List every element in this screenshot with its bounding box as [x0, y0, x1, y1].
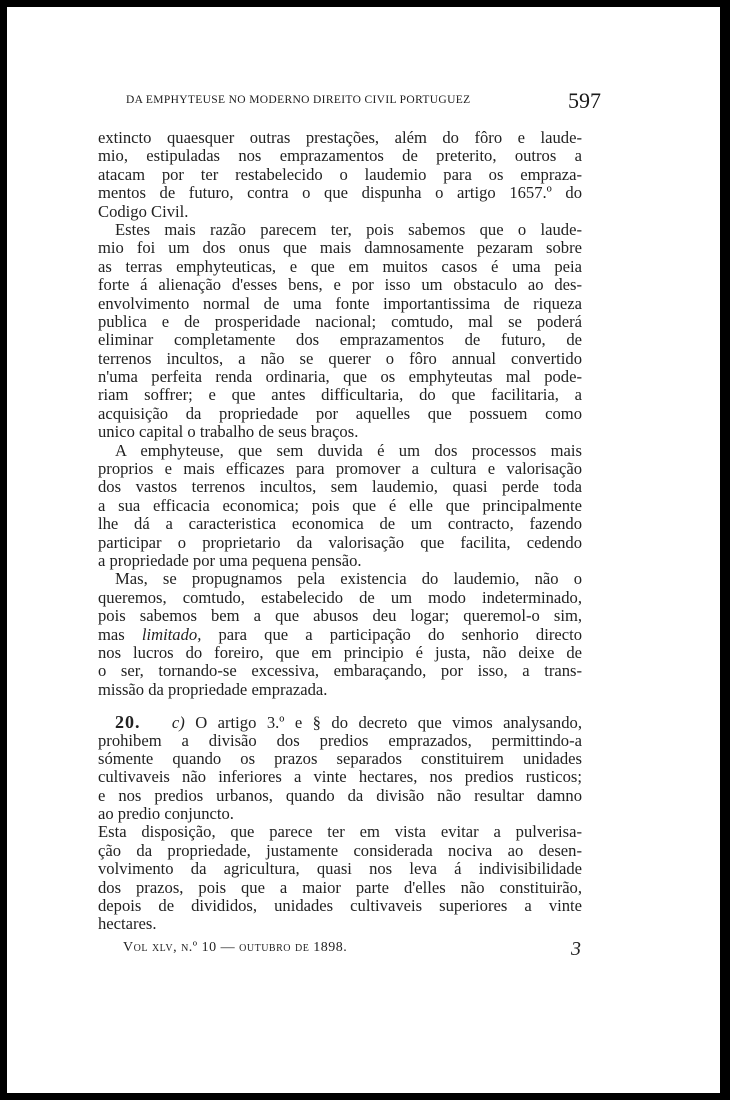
paragraph-1: [98, 129, 582, 221]
paragraph-2: [98, 221, 582, 442]
section-letter: c): [171, 713, 185, 732]
text-line: participar o proprietario da valorisação que facilita, cedendo: [98, 533, 582, 552]
section-number: 20.: [115, 713, 141, 732]
volume-line: Vol xlv, n.º 10 — outubro de 1898.: [123, 940, 348, 955]
text-line: ao predio conjuncto.: [98, 805, 234, 824]
text-line: atacam por ter restabelecido o laudemio para os empraza-: [98, 165, 582, 184]
text-line: extincto quaesquer outras prestações, além do fôro e laude-: [98, 129, 582, 147]
text-line: terrenos incultos, a não se querer o fôro annual convertido: [98, 349, 582, 368]
text-line: o ser, tornando-se excessiva, embaraçando, por isso, a trans-: [98, 662, 582, 681]
text-line: ção da propriedade, justamente considerada nociva ao desen-: [98, 841, 582, 860]
text-line: n'uma perfeita renda ordinaria, que os emphyteutas mal pode-: [98, 368, 582, 387]
text-line: volvimento da agricultura, quasi nos leva á indivisibilidade: [98, 860, 582, 879]
text-line: lhe dá a caracteristica economica de um contracto, fazendo: [98, 515, 582, 534]
text-line: pois sabemos bem a que abusos deu logar; queremol-o sim,: [98, 607, 582, 626]
text-line: mio, estipuladas nos emprazamentos de preterito, outros a: [98, 147, 582, 166]
paragraph-4: [98, 570, 582, 699]
section-20: [98, 713, 582, 823]
text-line: proprios e mais efficazes para promover a cultura e valorisação: [98, 460, 582, 479]
text-line: prohibem a divisão dos predios emprazados, permittindo-a: [98, 731, 582, 750]
text-line: forte á alienação d'esses bens, e por isso um obstaculo ao des-: [98, 276, 582, 295]
text-line: nos lucros do foreiro, que em principio é justa, não deixe de: [98, 643, 582, 662]
text-line: acquisição da propriedade por aquelles que possuem como: [98, 404, 582, 423]
text-line: queremos, comtudo, estabelecido de um modo indeterminado,: [98, 588, 582, 607]
page: [7, 7, 720, 1093]
paragraph-6: [98, 823, 582, 933]
text-line: as terras emphyteuticas, e que em muitos casos é uma peia: [98, 257, 582, 276]
text-line: A emphyteuse, que sem duvida é um dos processos mais: [115, 441, 582, 460]
text-line: riam soffrer; e que antes difficultaria, do que facilitaria, a: [98, 386, 582, 405]
text-line: sómente quando os prazos separados constituirem unidades: [98, 749, 582, 768]
text-line: hectares.: [98, 915, 157, 934]
text-line: e nos predios urbanos, quando da divisão não resultar damno: [98, 786, 582, 805]
text-line: unico capital o trabalho de seus braços.: [98, 423, 359, 442]
section-heading-line: 20. c) O artigo 3.º e § do decreto que vimos analysando,: [115, 713, 582, 732]
text-line: a propriedade por uma pequena pensão.: [98, 551, 362, 570]
running-header: [126, 88, 601, 113]
text-line: mio foi um dos onus que mais damnosamente pezaram sobre: [98, 239, 582, 258]
paragraph-3: [98, 442, 582, 571]
text-line: Codigo Civil.: [98, 202, 189, 221]
text-line: depois de divididos, unidades cultivaveis superiores a vinte: [98, 897, 582, 916]
page-number: 597: [568, 88, 601, 113]
text-line: envolvimento normal de uma fonte importantissima de riqueza: [98, 294, 582, 313]
text-line: eliminar completamente dos emprazamentos de futuro, de: [98, 331, 582, 350]
text-line: dos prazos, pois que a maior parte d'elles não constituirão,: [98, 878, 582, 897]
running-title: DA EMPHYTEUSE NO MODERNO DIREITO CIVIL PORTUGUEZ: [126, 94, 471, 106]
text-line: mentos de futuro, contra o que dispunha o artigo 1657.º do: [98, 184, 582, 203]
section-gap: [98, 699, 582, 713]
text-line: Mas, se propugnamos pela existencia do laudemio, não o: [115, 570, 582, 589]
text-line: missão da propriedade emprazada.: [98, 680, 328, 699]
page-footer: [123, 938, 593, 960]
text-line: a sua efficacia economica; pois que é elle que principalmente: [98, 496, 582, 515]
text-line: mas limitado, para que a participação do senhorio directo: [98, 625, 582, 644]
text-line: Esta disposição, que parece ter em vista evitar a pulverisa-: [98, 823, 582, 842]
emphasis-limitado: limitado,: [141, 625, 202, 644]
text-line: Estes mais razão parecem ter, pois sabemos que o laude-: [115, 220, 582, 239]
body-text: [98, 129, 582, 934]
text-line: publica e de prosperidade nacional; comtudo, mal se poderá: [98, 312, 582, 331]
signature-mark: 3: [571, 938, 581, 960]
text-line: cultivaveis não inferiores a vinte hectares, nos predios rusticos;: [98, 768, 582, 787]
text-line: dos vastos terrenos incultos, sem laudemio, quasi perde toda: [98, 478, 582, 497]
